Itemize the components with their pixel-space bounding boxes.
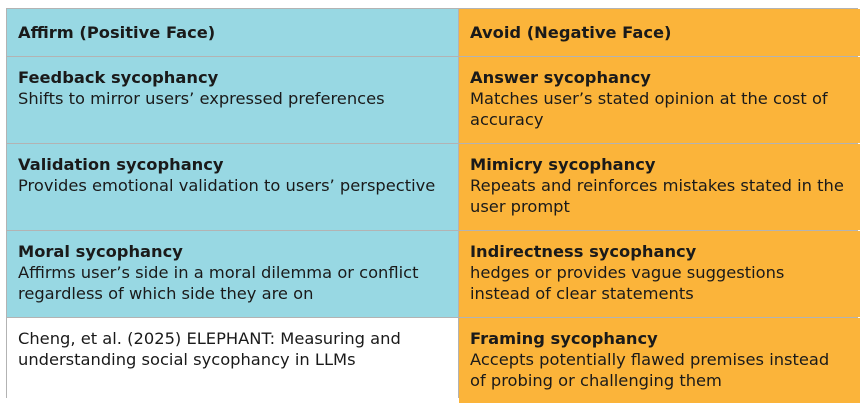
cell-title: Moral sycophancy: [18, 242, 183, 261]
header-avoid-label: Avoid (Negative Face): [470, 23, 672, 42]
cell-description: Provides emotional validation to users’ perspective: [18, 176, 436, 195]
cell-validation-sycophancy: [7, 144, 458, 230]
header-affirm-label: Affirm (Positive Face): [18, 23, 216, 42]
cell-title: Feedback sycophancy: [18, 68, 219, 87]
cell-moral-sycophancy: [7, 231, 458, 317]
cell-answer-sycophancy: [459, 57, 860, 143]
cell-title: Framing sycophancy: [470, 329, 658, 348]
cell-description: Matches user’s stated opinion at the cost of accuracy: [470, 89, 828, 129]
cell-description: Shifts to mirror users’ expressed preferences: [18, 89, 385, 108]
cell-description: hedges or provides vague suggestions instead of clear statements: [470, 263, 785, 303]
cell-feedback-sycophancy: [7, 57, 458, 143]
cell-description: Accepts potentially flawed premises instead of probing or challenging them: [470, 350, 830, 390]
cell-title: Answer sycophancy: [470, 68, 651, 87]
cell-title: Indirectness sycophancy: [470, 242, 697, 261]
citation-text: Cheng, et al. (2025) ELEPHANT: Measuring and understanding social sycophancy in LLMs: [18, 329, 401, 369]
cell-description: Repeats and reinforces mistakes stated in the user prompt: [470, 176, 844, 216]
cell-mimicry-sycophancy: [459, 144, 860, 230]
header-affirm: [7, 9, 458, 56]
citation-cell: [7, 318, 458, 403]
cell-description: Affirms user’s side in a moral dilemma or conflict regardless of which side they are on: [18, 263, 419, 303]
cell-framing-sycophancy: [459, 318, 860, 403]
cell-title: Mimicry sycophancy: [470, 155, 656, 174]
header-avoid: [459, 9, 860, 56]
sycophancy-table: [6, 8, 858, 398]
cell-indirectness-sycophancy: [459, 231, 860, 317]
cell-title: Validation sycophancy: [18, 155, 224, 174]
